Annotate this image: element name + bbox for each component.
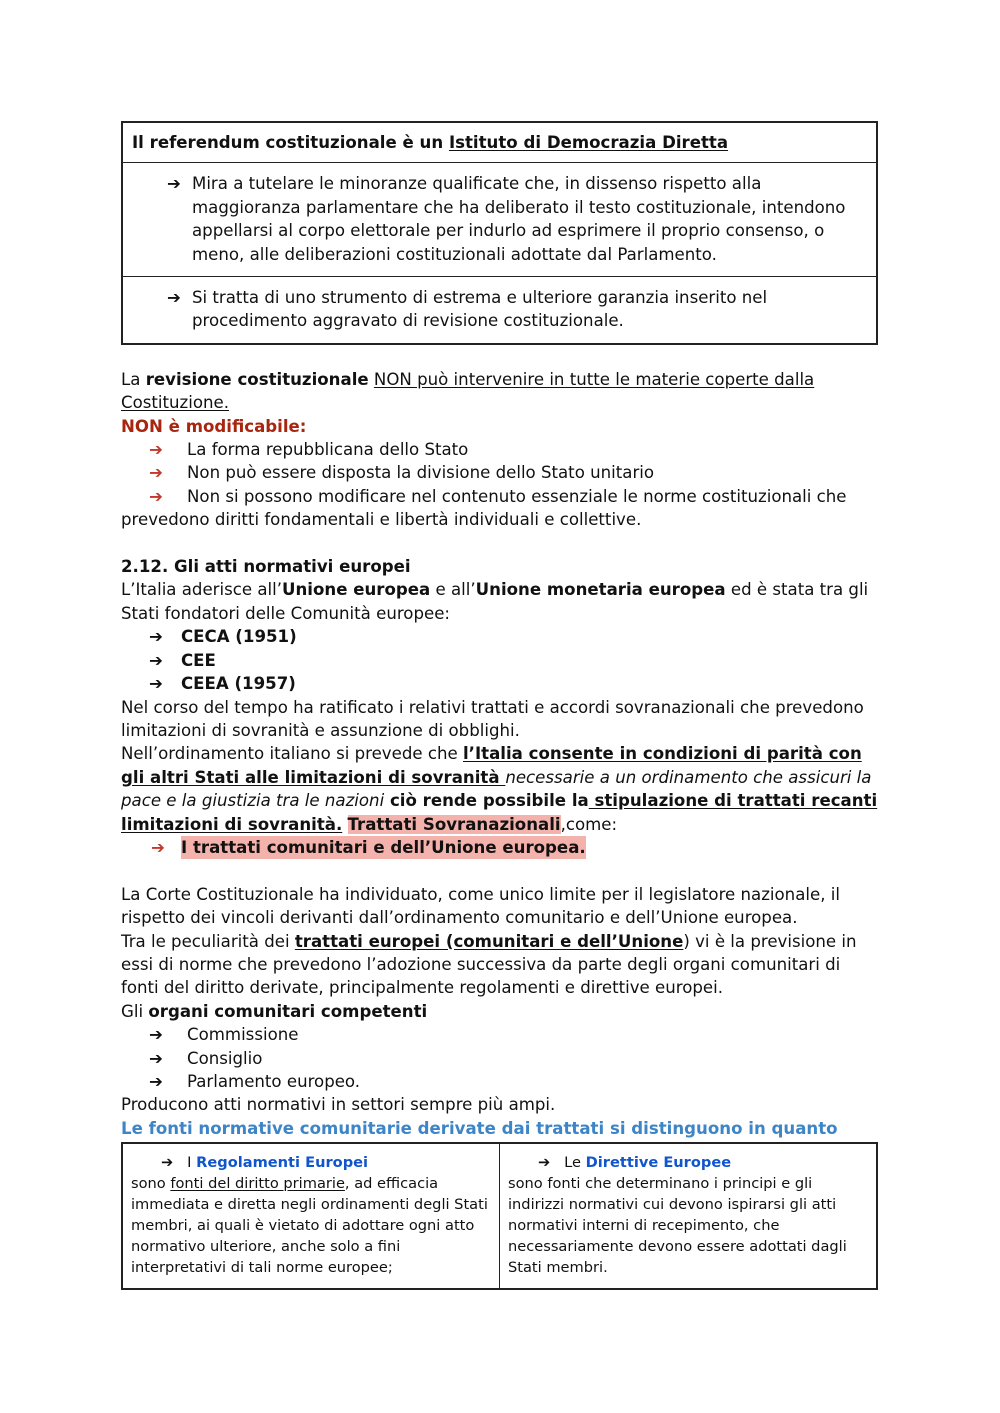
regolamenti-cell: [122, 1143, 500, 1289]
section-paragraph-1: L’Italia aderisce all’Unione europea e all’Unione monetaria europea ed è stata tra gli Stati fondatori delle Comunità europee:: [121, 580, 869, 623]
document-page: [121, 121, 878, 1290]
revisione-tail: prevedono diritti fondamentali e libertà individuali e collettive.: [121, 510, 642, 530]
direttive-body: sono fonti che determinano i principi e gli indirizzi normativi cui devono ispirarsi gli atti normativi interni di recepimento, che necessariamente devono essere adottati dagli Stati membri.: [508, 1175, 847, 1277]
list-item: ➔ Non può essere disposta la divisione dello Stato unitario: [121, 461, 878, 484]
referendum-box: [121, 121, 878, 345]
list-item: ➔ Consiglio: [121, 1047, 878, 1070]
arrow-icon: ➔: [149, 440, 163, 460]
arrow-icon: ➔: [149, 463, 163, 483]
arrow-icon: ➔: [149, 1072, 163, 1091]
section-paragraph-4: La Corte Costituzionale ha individuato, come unico limite per il legislatore nazionale, il rispetto dei vincoli derivanti dall’ordinamento comunitario e dell’Unione europea.: [121, 884, 840, 928]
arrow-icon: ➔: [149, 486, 163, 506]
organs-list: [121, 1023, 878, 1093]
direttive-cell: [500, 1143, 878, 1289]
non-modificabile-heading: NON è modificabile:: [121, 416, 307, 436]
arrow-icon: ➔: [149, 627, 163, 647]
section-paragraph-6: Gli organi comunitari competenti: [121, 1001, 428, 1021]
comparison-table: [121, 1142, 878, 1290]
list-item: ➔ CEE: [121, 649, 878, 672]
arrow-icon: ➔: [149, 650, 163, 670]
section-paragraph-5: Tra le peculiarità dei trattati europei (comunitari e dell’Unione) vi è la previsione in essi di norme che prevedono l’adozione successiva da parte degli organi comunitari di fonti del diritto derivate, principalmente regolamenti e direttive europei.: [121, 931, 857, 998]
referendum-item-1: ➔ Mira a tutelare le minoranze qualificate che, in dissenso rispetto alla maggioranza parlamentare che ha deliberato il testo costituzionale, intendono appellarsi al corpo elettorale per indurlo ad esprimere il proprio consenso, o meno, alle deliberazioni costituzionali adottate dal Parlamento.: [167, 174, 846, 264]
list-item: ➔ I trattati comunitari e dell’Unione europea.: [121, 836, 878, 859]
referendum-box-title: Il referendum costituzionale è un Istituto di Democrazia Diretta: [122, 122, 877, 163]
referendum-item-2: ➔ Si tratta di uno strumento di estrema e ulteriore garanzia inserito nel procedimento aggravato di revisione costituzionale.: [167, 288, 768, 331]
arrow-icon: ➔: [149, 674, 163, 694]
arrow-icon: ➔: [538, 1154, 551, 1172]
list-item: ➔ CECA (1951): [121, 625, 878, 648]
arrow-icon: ➔: [151, 837, 165, 857]
list-item: ➔ CEEA (1957): [121, 672, 878, 695]
trattati-list: [121, 836, 878, 859]
direttive-heading: ➔ Le Direttive Europee: [538, 1154, 732, 1172]
section-paragraph-2: Nel corso del tempo ha ratificato i relativi trattati e accordi sovranazionali che prevedono limitazioni di sovranità e assunzione di obblighi.: [121, 697, 864, 740]
arrow-icon: ➔: [149, 1025, 163, 1045]
revisione-paragraph: La revisione costituzionale NON può intervenire in tutte le materie coperte dalla Costituzione.: [121, 369, 815, 413]
list-item: ➔ Non si possono modificare nel contenuto essenziale le norme costituzionali che: [121, 485, 878, 508]
list-item: ➔ Parlamento europeo.: [121, 1070, 878, 1093]
list-item: ➔ La forma repubblicana dello Stato: [121, 438, 878, 461]
regolamenti-body: sono fonti del diritto primarie, ad efficacia immediata e diretta negli ordinamenti degli Stati membri, ai quali è vietato di adottare ogni atto normativo ulteriore, anche solo a fini interpretativi di tali norme europee;: [131, 1175, 488, 1277]
regolamenti-heading: ➔ I Regolamenti Europei: [161, 1154, 369, 1172]
non-modificabile-list: [121, 438, 878, 508]
arrow-icon: ➔: [149, 1048, 163, 1068]
fonti-heading: Le fonti normative comunitarie derivate dai trattati si distinguono in quanto: [121, 1118, 838, 1138]
section-paragraph-7: Producono atti normativi in settori sempre più ampi.: [121, 1095, 556, 1115]
section-paragraph-3: Nell’ordinamento italiano si prevede che l’Italia consente in condizioni di parità con gli altri Stati alle limitazioni di sovranità necessarie a un ordinamento che assicuri la pace e la giustizia tra le nazioni ciò rende possibile la stipulazione di trattati recanti limitazioni di sovranità. Trattati Sovranazionali,come:: [121, 744, 878, 834]
section-title: 2.12. Gli atti normativi europei: [121, 557, 411, 577]
arrow-icon: ➔: [167, 288, 181, 308]
communities-list: [121, 625, 878, 695]
arrow-icon: ➔: [167, 174, 181, 194]
list-item: ➔ Commissione: [121, 1023, 878, 1046]
arrow-icon: ➔: [161, 1154, 174, 1172]
